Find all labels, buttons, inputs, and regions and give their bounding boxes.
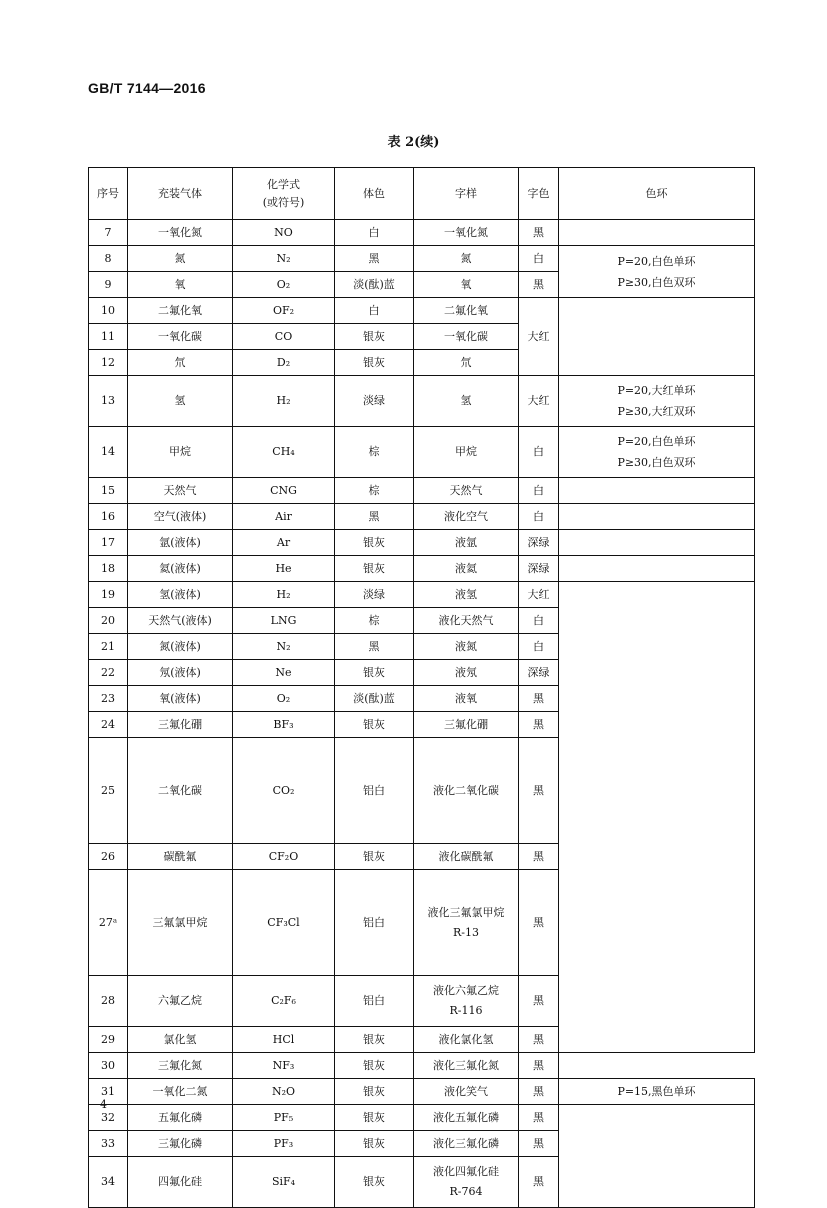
table-row	[89, 246, 755, 272]
row-body-color: 黑	[335, 634, 414, 660]
row-text-color: 白	[519, 504, 559, 530]
cell-line: R-13	[453, 925, 479, 939]
header-gas: 充装气体	[128, 168, 233, 220]
row-body-color: 棕	[335, 427, 414, 478]
cell-line: 液化六氟乙烷	[433, 984, 499, 997]
row-text-color: 大红	[519, 298, 559, 376]
row-no: 22	[89, 660, 128, 686]
row-ring	[559, 376, 755, 427]
cell-line: P=20,大红单环	[617, 384, 696, 397]
row-body-color: 银灰	[335, 712, 414, 738]
table-row	[89, 1053, 755, 1079]
row-body-color: 黑	[335, 504, 414, 530]
row-no: 18	[89, 556, 128, 582]
row-text-color: 白	[519, 608, 559, 634]
table-row	[89, 220, 755, 246]
row-body-color: 黑	[335, 246, 414, 272]
row-body-color: 银灰	[335, 844, 414, 870]
row-text: 液化碳酰氟	[414, 844, 519, 870]
row-text: 二氟化氧	[414, 298, 519, 324]
table-row	[89, 427, 755, 478]
row-body-color: 银灰	[335, 1157, 414, 1208]
row-body-color: 棕	[335, 478, 414, 504]
row-formula: N₂	[233, 246, 335, 272]
row-no: 14	[89, 427, 128, 478]
row-text-color: 黑	[519, 1105, 559, 1131]
cell-line: P≥30,白色双环	[617, 456, 696, 469]
row-formula: D₂	[233, 350, 335, 376]
row-gas: 二氟化氧	[128, 298, 233, 324]
row-text: 氢	[414, 376, 519, 427]
cell-line: 液化四氟化硅	[433, 1165, 499, 1178]
row-text: 氘	[414, 350, 519, 376]
header-formula-line1: 化学式	[267, 177, 300, 191]
row-no: 27ᵃ	[89, 870, 128, 976]
row-text-color: 白	[519, 427, 559, 478]
row-text-color: 黑	[519, 1079, 559, 1105]
row-no: 8	[89, 246, 128, 272]
row-text	[414, 870, 519, 976]
row-formula: H₂	[233, 376, 335, 427]
row-formula: N₂	[233, 634, 335, 660]
row-text-color: 黑	[519, 1131, 559, 1157]
row-text: 一氧化碳	[414, 324, 519, 350]
row-gas: 六氟乙烷	[128, 976, 233, 1027]
row-formula: CF₃Cl	[233, 870, 335, 976]
row-ring	[559, 298, 755, 376]
cell-line: R-116	[449, 1004, 483, 1017]
row-text	[414, 976, 519, 1027]
row-text-color: 黑	[519, 976, 559, 1027]
row-text-color: 黑	[519, 686, 559, 712]
row-no: 12	[89, 350, 128, 376]
row-formula: NO	[233, 220, 335, 246]
row-formula: OF₂	[233, 298, 335, 324]
row-body-color: 棕	[335, 608, 414, 634]
row-body-color: 银灰	[335, 1105, 414, 1131]
row-gas: 五氟化磷	[128, 1105, 233, 1131]
row-no: 15	[89, 478, 128, 504]
row-gas: 氩(液体)	[128, 530, 233, 556]
row-no: 9	[89, 272, 128, 298]
row-text: 液氮	[414, 634, 519, 660]
row-formula: O₂	[233, 272, 335, 298]
row-no: 32	[89, 1105, 128, 1131]
row-no: 29	[89, 1027, 128, 1053]
row-text: 液化空气	[414, 504, 519, 530]
row-text-color: 黑	[519, 1157, 559, 1208]
row-body-color: 银灰	[335, 350, 414, 376]
row-gas: 氢	[128, 376, 233, 427]
header-formula	[233, 168, 335, 220]
row-gas: 空气(液体)	[128, 504, 233, 530]
row-gas: 碳酰氟	[128, 844, 233, 870]
header-no: 序号	[89, 168, 128, 220]
row-text: 一氧化氮	[414, 220, 519, 246]
row-formula: H₂	[233, 582, 335, 608]
row-ring	[559, 220, 755, 246]
row-body-color: 淡绿	[335, 376, 414, 427]
row-gas: 三氟氯甲烷	[128, 870, 233, 976]
row-no: 19	[89, 582, 128, 608]
row-body-color: 银灰	[335, 1027, 414, 1053]
row-body-color: 淡(酞)蓝	[335, 686, 414, 712]
row-gas: 氧(液体)	[128, 686, 233, 712]
table-row	[89, 504, 755, 530]
row-formula: CNG	[233, 478, 335, 504]
row-text: 液氖	[414, 660, 519, 686]
row-no: 20	[89, 608, 128, 634]
row-gas: 氯化氢	[128, 1027, 233, 1053]
row-gas: 氖(液体)	[128, 660, 233, 686]
standard-number: GB/T 7144—2016	[88, 80, 206, 96]
row-no: 31	[89, 1079, 128, 1105]
row-gas: 三氟化氮	[128, 1053, 233, 1079]
row-formula: LNG	[233, 608, 335, 634]
cell-line: P=20,白色单环	[617, 435, 696, 448]
row-formula: Ne	[233, 660, 335, 686]
row-no: 24	[89, 712, 128, 738]
row-text-color: 白	[519, 634, 559, 660]
row-text: 氮	[414, 246, 519, 272]
row-body-color: 银灰	[335, 556, 414, 582]
row-body-color: 银灰	[335, 1079, 414, 1105]
row-formula: CO	[233, 324, 335, 350]
row-gas: 氧	[128, 272, 233, 298]
row-ring	[559, 246, 755, 298]
row-text-color: 黑	[519, 1053, 559, 1079]
row-formula: O₂	[233, 686, 335, 712]
row-gas: 天然气(液体)	[128, 608, 233, 634]
row-gas: 天然气	[128, 478, 233, 504]
row-no: 34	[89, 1157, 128, 1208]
row-gas: 三氟化磷	[128, 1131, 233, 1157]
table-row	[89, 1105, 755, 1131]
row-no: 21	[89, 634, 128, 660]
row-no: 25	[89, 738, 128, 844]
row-formula: BF₃	[233, 712, 335, 738]
row-text-color: 深绿	[519, 530, 559, 556]
row-formula: N₂O	[233, 1079, 335, 1105]
row-ring	[559, 427, 755, 478]
row-ring: P=15,黑色单环	[559, 1079, 755, 1105]
row-text: 液氩	[414, 530, 519, 556]
row-ring	[559, 478, 755, 504]
row-body-color: 铝白	[335, 976, 414, 1027]
row-text: 氧	[414, 272, 519, 298]
table-row	[89, 582, 755, 608]
row-body-color: 淡(酞)蓝	[335, 272, 414, 298]
row-text: 液化五氟化磷	[414, 1105, 519, 1131]
table-header-row	[89, 168, 755, 220]
header-text-color: 字色	[519, 168, 559, 220]
header-text: 字样	[414, 168, 519, 220]
header-ring: 色环	[559, 168, 755, 220]
row-no: 28	[89, 976, 128, 1027]
row-ring	[559, 582, 755, 1053]
row-formula: CF₂O	[233, 844, 335, 870]
row-formula: SiF₄	[233, 1157, 335, 1208]
cell-line: R-764	[449, 1185, 483, 1198]
row-no: 33	[89, 1131, 128, 1157]
header-formula-line2: (或符号)	[262, 195, 305, 209]
row-no: 26	[89, 844, 128, 870]
row-text-color: 白	[519, 478, 559, 504]
row-gas: 二氧化碳	[128, 738, 233, 844]
row-text: 三氟化硼	[414, 712, 519, 738]
row-no: 23	[89, 686, 128, 712]
row-formula: Ar	[233, 530, 335, 556]
row-text: 液化二氧化碳	[414, 738, 519, 844]
row-gas: 氮	[128, 246, 233, 272]
row-body-color: 银灰	[335, 324, 414, 350]
row-text-color: 大红	[519, 582, 559, 608]
row-body-color: 银灰	[335, 660, 414, 686]
row-gas: 四氟化硅	[128, 1157, 233, 1208]
table-row	[89, 478, 755, 504]
row-ring	[559, 1105, 755, 1208]
table-row	[89, 376, 755, 427]
row-text	[414, 1157, 519, 1208]
page-number: 4	[100, 1098, 107, 1111]
row-no: 16	[89, 504, 128, 530]
cell-line: P=20,白色单环	[617, 254, 696, 268]
gas-cylinder-color-table	[88, 167, 755, 1208]
row-gas: 氢(液体)	[128, 582, 233, 608]
row-formula: PF₅	[233, 1105, 335, 1131]
row-gas: 氮(液体)	[128, 634, 233, 660]
row-text: 液氧	[414, 686, 519, 712]
row-no: 11	[89, 324, 128, 350]
table-caption: 表 2(续)	[387, 135, 440, 150]
row-formula: CO₂	[233, 738, 335, 844]
row-text-color: 深绿	[519, 556, 559, 582]
row-formula: HCl	[233, 1027, 335, 1053]
row-text: 液化氯化氢	[414, 1027, 519, 1053]
row-no: 7	[89, 220, 128, 246]
row-gas: 甲烷	[128, 427, 233, 478]
row-gas: 氦(液体)	[128, 556, 233, 582]
row-body-color: 铝白	[335, 738, 414, 844]
row-gas: 一氧化氮	[128, 220, 233, 246]
row-formula: Air	[233, 504, 335, 530]
cell-line: 液化三氟氯甲烷	[427, 905, 505, 919]
row-ring	[559, 556, 755, 582]
row-ring	[559, 530, 755, 556]
row-no: 10	[89, 298, 128, 324]
row-text-color: 黑	[519, 1027, 559, 1053]
row-text: 液化天然气	[414, 608, 519, 634]
row-no: 17	[89, 530, 128, 556]
row-formula: PF₃	[233, 1131, 335, 1157]
row-text: 甲烷	[414, 427, 519, 478]
row-formula: NF₃	[233, 1053, 335, 1079]
row-body-color: 银灰	[335, 1131, 414, 1157]
row-text: 液化笑气	[414, 1079, 519, 1105]
row-gas: 一氧化二氮	[128, 1079, 233, 1105]
row-body-color: 白	[335, 220, 414, 246]
header-body-color: 体色	[335, 168, 414, 220]
cell-line: P≥30,白色双环	[617, 275, 696, 289]
row-no: 13	[89, 376, 128, 427]
table-row	[89, 1079, 755, 1105]
row-formula: CH₄	[233, 427, 335, 478]
row-text: 液化三氟化氮	[414, 1053, 519, 1079]
row-text-color: 大红	[519, 376, 559, 427]
row-ring	[559, 504, 755, 530]
row-body-color: 白	[335, 298, 414, 324]
row-body-color: 铝白	[335, 870, 414, 976]
row-text-color: 深绿	[519, 660, 559, 686]
row-formula: He	[233, 556, 335, 582]
row-text: 液氢	[414, 582, 519, 608]
row-text-color: 白	[519, 246, 559, 272]
row-text: 天然气	[414, 478, 519, 504]
row-text-color: 黑	[519, 870, 559, 976]
row-body-color: 银灰	[335, 530, 414, 556]
row-gas: 一氧化碳	[128, 324, 233, 350]
row-body-color: 银灰	[335, 1053, 414, 1079]
row-formula: C₂F₆	[233, 976, 335, 1027]
row-text-color: 黑	[519, 272, 559, 298]
row-no: 30	[89, 1053, 128, 1079]
row-body-color: 淡绿	[335, 582, 414, 608]
row-text: 液氦	[414, 556, 519, 582]
cell-line: P≥30,大红双环	[617, 405, 696, 418]
row-text-color: 黑	[519, 712, 559, 738]
row-text: 液化三氟化磷	[414, 1131, 519, 1157]
row-text-color: 黑	[519, 220, 559, 246]
row-gas: 三氟化硼	[128, 712, 233, 738]
row-text-color: 黑	[519, 844, 559, 870]
row-text-color: 黑	[519, 738, 559, 844]
table-row	[89, 530, 755, 556]
table-row	[89, 298, 755, 324]
row-gas: 氘	[128, 350, 233, 376]
table-row	[89, 556, 755, 582]
